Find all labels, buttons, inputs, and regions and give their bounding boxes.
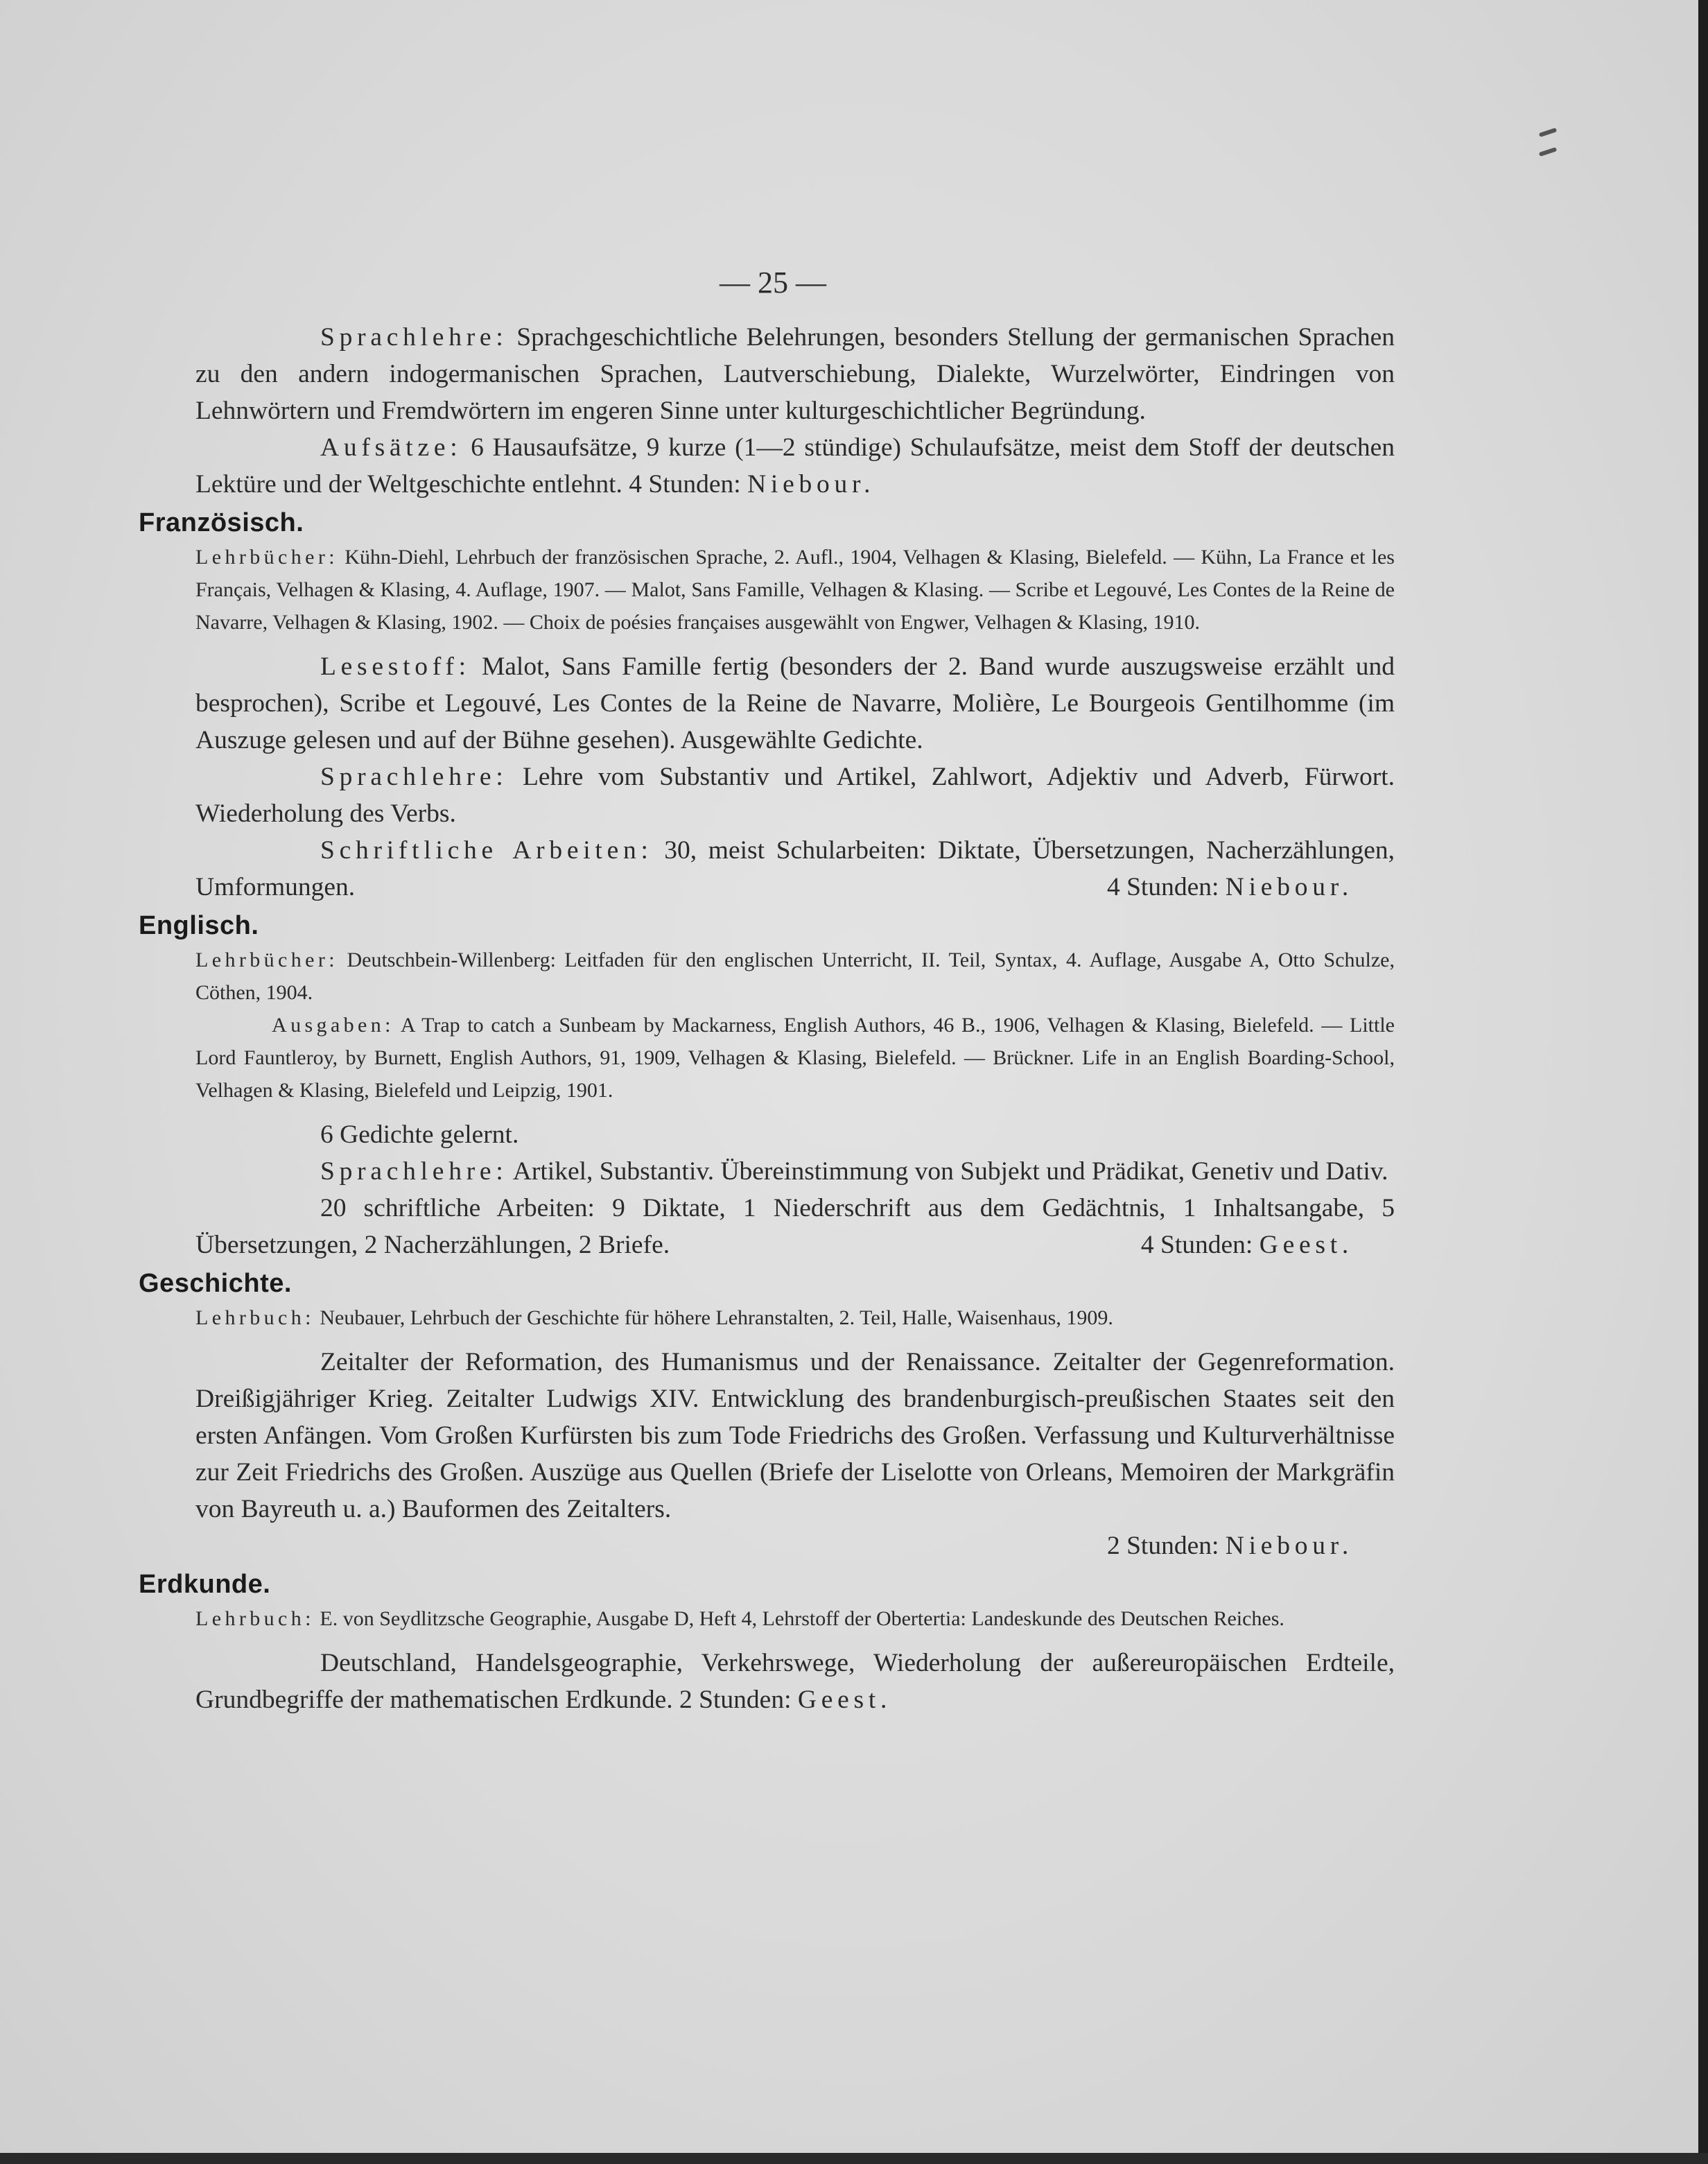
paragraph-sprachlehre: [195, 1153, 1395, 1190]
teacher-name: Niebour.: [747, 470, 875, 499]
paragraph-gedichte: [195, 1116, 1395, 1153]
teacher-name: Niebour.: [1225, 1532, 1353, 1560]
section-heading-geschichte: Geschichte.: [139, 1269, 292, 1298]
hours-label: 4 Stunden:: [1140, 1231, 1253, 1259]
paragraph-text: 20 schriftliche Arbeiten: 9 Diktate, 1 Niederschrift aus dem Gedächtnis, 1 Inhaltsangabe, 5 Übersetzungen, 2 Nacherzählungen, 2 Briefe.: [195, 1194, 1395, 1259]
paragraph-erdkunde: [195, 1645, 1395, 1718]
textbook-lead: Lehrbuch:: [195, 1607, 315, 1630]
textbook-list: [195, 541, 1395, 639]
paragraph-lead: Lesestoff:: [320, 652, 471, 681]
scan-artifact: [1539, 147, 1558, 157]
teacher-name: Niebour.: [1225, 873, 1353, 901]
page-body: [139, 319, 1395, 1718]
paragraph-text: 30, meist Schularbeiten: Diktate, Übersetzungen, Nacherzählungen, Umformungen.: [195, 836, 1395, 901]
editions-list: [195, 1009, 1395, 1107]
textbook-text: Kühn-Diehl, Lehrbuch der französischen Sprache, 2. Aufl., 1904, Velhagen & Klasing, Bielefeld. — Kühn, La France et les Français, Velhagen & Klasing, 4. Auflage, 1907. — Malot, Sans Famille, Velhagen & Klasing. — Scribe et Legouvé, Les Contes de la Reine de Navarre, Velhagen & Klasing, 1902. — Choix de poésies françaises ausgewählt von Engwer, Velhagen & Klasing, 1910.: [195, 546, 1395, 634]
hours-label: 2 Stunden:: [679, 1686, 792, 1714]
hours-label: 4 Stunden:: [1106, 873, 1219, 901]
paragraph-text: Lehre vom Substantiv und Artikel, Zahlwort, Adjektiv und Adverb, Fürwort. Wiederholung des Verbs.: [195, 763, 1395, 828]
page-number: — 25 —: [720, 266, 826, 300]
paragraph-lead: Sprachlehre:: [320, 1157, 508, 1186]
paragraph-lesestoff: [195, 648, 1395, 759]
paragraph-schriftliche-arbeiten: [195, 832, 1395, 906]
textbook-list: [195, 1301, 1395, 1334]
paragraph-schriftliche-arbeiten: [195, 1190, 1395, 1263]
section-heading-englisch: Englisch.: [139, 911, 259, 940]
textbook-lead: Lehrbuch:: [195, 1306, 315, 1329]
textbook-text: Neubauer, Lehrbuch der Geschichte für höhere Lehranstalten, 2. Teil, Halle, Waisenhaus, 1909.: [314, 1306, 1113, 1329]
paragraph-text: 6 Gedichte gelernt.: [320, 1120, 519, 1149]
scan-artifact: [1539, 128, 1558, 137]
textbook-lead: Lehrbücher:: [195, 546, 338, 569]
hours-line: [195, 1527, 1395, 1564]
scan-border-right: [1698, 0, 1708, 2164]
editions-text: A Trap to catch a Sunbeam by Mackarness, English Authors, 46 B., 1906, Velhagen & Klasing, Bielefeld. — Little Lord Fauntleroy, by Burnett, English Authors, 91, 1909, Velhagen & Klasing, Bielefeld. — Brückner. Life in an English Boarding-School, Velhagen & Klasing, Bielefeld und Leipzig, 1901.: [195, 1014, 1395, 1102]
paragraph-text: Zeitalter der Reformation, des Humanismus und der Renaissance. Zeitalter der Gegenreformation. Dreißigjähriger Krieg. Zeitalter Ludwigs XIV. Entwicklung des brandenburgisch-preußischen Staates seit den ersten Anfängen. Vom Großen Kurfürsten bis zum Tode Friedrichs des Großen. Verfassung und Kulturverhältnisse zur Zeit Friedrichs des Großen. Auszüge aus Quellen (Briefe der Liselotte von Orleans, Memoiren der Markgräfin von Bayreuth u. a.) Bauformen des Zeitalters.: [195, 1348, 1395, 1523]
paragraph-lead: Schriftliche Arbeiten:: [320, 836, 653, 865]
teacher-name: Geest.: [797, 1686, 892, 1714]
teacher-name: Geest.: [1259, 1231, 1353, 1259]
paragraph-sprachlehre: [195, 759, 1395, 832]
section-heading-franzoesisch: Französisch.: [139, 508, 304, 537]
textbook-list: [195, 944, 1395, 1009]
paragraph-text: Malot, Sans Famille fertig (besonders der 2. Band wurde auszugsweise erzählt und besprochen), Scribe et Legouvé, Les Contes de la Reine de Navarre, Molière, Le Bourgeois Gentilhomme (im Auszuge gelesen und auf der Bühne gesehen). Ausgewählte Gedichte.: [195, 652, 1395, 754]
textbook-text: Deutschbein-Willenberg: Leitfaden für den englischen Unterricht, II. Teil, Syntax, 4. Auflage, Ausgabe A, Otto Schulze, Cöthen, 1904.: [195, 949, 1395, 1004]
paragraph-text: Deutschland, Handelsgeographie, Verkehrswege, Wiederholung der außereuropäischen Erdteile, Grundbegriffe der mathematischen Erdkunde.: [195, 1649, 1395, 1714]
scan-border-bottom: [0, 2153, 1708, 2164]
paragraph-sprachlehre: [195, 319, 1395, 429]
paragraph-lead: Aufsätze:: [320, 433, 462, 462]
section-heading-erdkunde: Erdkunde.: [139, 1570, 271, 1599]
textbook-list: [195, 1602, 1395, 1635]
hours-label: 2 Stunden:: [1106, 1532, 1219, 1560]
paragraph-lead: Sprachlehre:: [320, 763, 508, 791]
paragraph-text: 6 Hausaufsätze, 9 kurze (1—2 stündige) Schulaufsätze, meist dem Stoff der deutschen Lektüre und der Weltgeschichte entlehnt.: [195, 433, 1395, 499]
paragraph-text: Sprachgeschichtliche Belehrungen, besonders Stellung der germanischen Sprachen zu den andern indogermanischen Sprachen, Lautverschiebung, Dialekte, Wurzelwörter, Eindringen von Lehnwörtern und Fremdwörtern im engeren Sinne unter kulturgeschichtlicher Begründung.: [195, 323, 1395, 425]
editions-lead: Ausgaben:: [272, 1014, 394, 1037]
paragraph-text: Artikel, Substantiv. Übereinstimmung von Subjekt und Prädikat, Genetiv und Dativ.: [507, 1157, 1388, 1186]
textbook-text: E. von Seydlitzsche Geographie, Ausgabe D, Heft 4, Lehrstoff der Obertertia: Landeskunde des Deutschen Reiches.: [314, 1607, 1284, 1630]
paragraph-geschichte: [195, 1344, 1395, 1527]
paragraph-lead: Sprachlehre:: [320, 323, 508, 352]
hours-label: 4 Stunden:: [629, 470, 741, 499]
paragraph-aufsaetze: [195, 429, 1395, 503]
textbook-lead: Lehrbücher:: [195, 949, 338, 971]
